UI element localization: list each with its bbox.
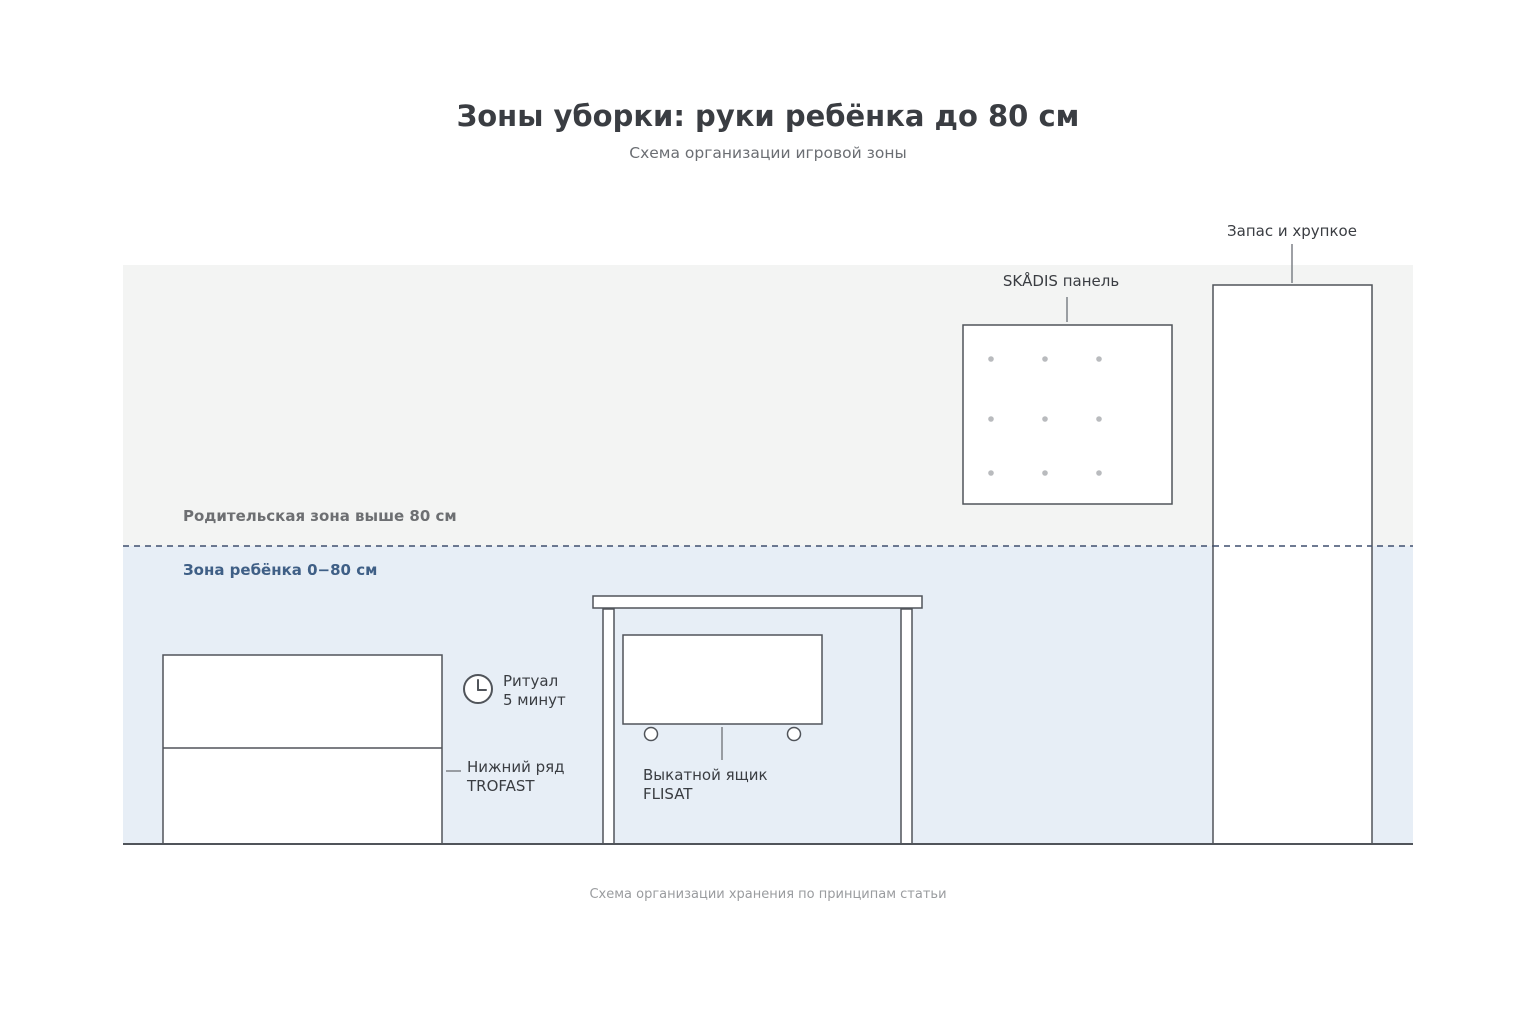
trofast-frame bbox=[163, 655, 442, 844]
storage-label: Запас и хрупкое bbox=[1227, 222, 1357, 240]
table-leg-left bbox=[603, 609, 614, 844]
flisat-label-line1: Выкатной ящик bbox=[643, 766, 768, 784]
ritual-label-line2: 5 минут bbox=[503, 691, 566, 709]
flisat-box bbox=[623, 635, 822, 741]
footer-caption: Схема организации хранения по принципам статьи bbox=[589, 887, 947, 902]
page-subtitle: Схема организации игровой зоны bbox=[629, 144, 907, 162]
flisat-body bbox=[623, 635, 822, 724]
tall-cabinet bbox=[1213, 285, 1372, 844]
peg-hole bbox=[1042, 470, 1048, 476]
peg-hole bbox=[1096, 416, 1102, 422]
skadis-panel bbox=[963, 325, 1172, 504]
peg-hole bbox=[1042, 356, 1048, 362]
peg-hole bbox=[988, 470, 994, 476]
peg-hole bbox=[1042, 416, 1048, 422]
peg-hole bbox=[1096, 470, 1102, 476]
trofast-label-line1: Нижний ряд bbox=[467, 758, 565, 776]
peg-hole bbox=[988, 356, 994, 362]
flisat-wheel-left bbox=[645, 728, 658, 741]
parent-zone-label: Родительская зона выше 80 см bbox=[183, 507, 457, 525]
skadis-board bbox=[963, 325, 1172, 504]
flisat-wheel-right bbox=[788, 728, 801, 741]
peg-hole bbox=[1096, 356, 1102, 362]
table-top bbox=[593, 596, 922, 608]
ritual-label-line1: Ритуал bbox=[503, 672, 559, 690]
clock-icon bbox=[464, 675, 492, 703]
table-leg-right bbox=[901, 609, 912, 844]
trofast-label-line2: TROFAST bbox=[467, 777, 535, 795]
flisat-label-line2: FLISAT bbox=[643, 785, 693, 803]
skadis-label: SKÅDIS панель bbox=[1002, 272, 1120, 290]
child-zone-label: Зона ребёнка 0−80 см bbox=[183, 561, 378, 579]
trofast-unit bbox=[163, 655, 442, 844]
page-title: Зоны уборки: руки ребёнка до 80 см bbox=[456, 99, 1080, 133]
peg-hole bbox=[988, 416, 994, 422]
